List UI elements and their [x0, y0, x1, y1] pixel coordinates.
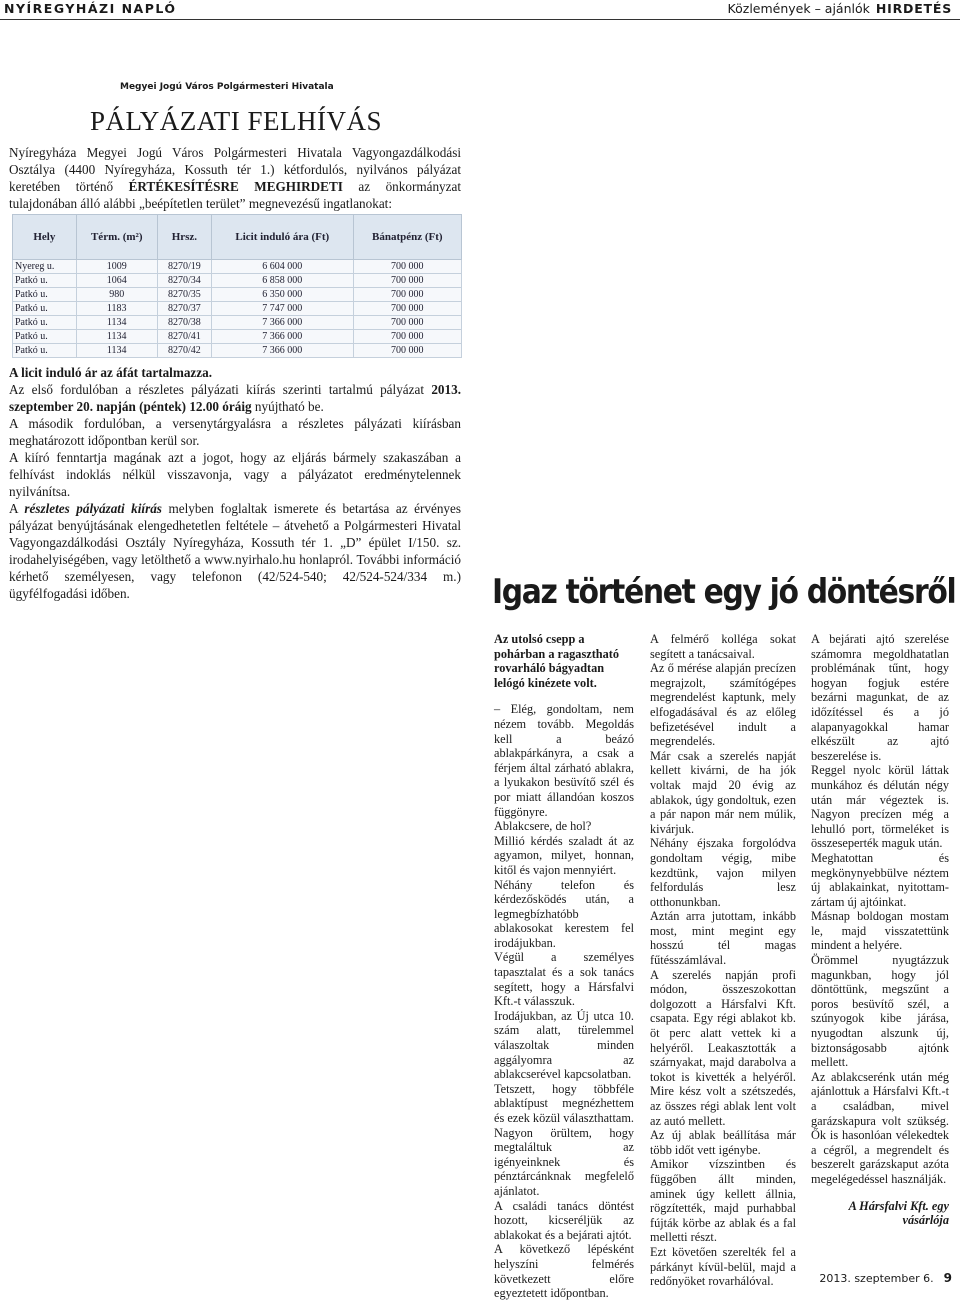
table-header-cell: Bánatpénz (Ft) — [353, 215, 461, 260]
table-row — [13, 344, 462, 358]
table-cell: 700 000 — [353, 302, 461, 316]
table-cell: 700 000 — [353, 344, 461, 358]
header-rule — [0, 19, 960, 20]
story-paragraph: A bejárati ajtó szerelése számomra megoldhatatlan problémának tűnt, hogy hogyan fogjuk estére bezárni magunkat, de az időzítéssel és a jó alapanyagokkal hamar elkészült az ajtó beszerelése is. — [811, 632, 949, 763]
table-cell: 8270/34 — [157, 274, 211, 288]
table-cell: Patkó u. — [13, 274, 77, 288]
table-cell: 700 000 — [353, 260, 461, 274]
table-cell: 6 604 000 — [211, 260, 353, 274]
property-table-body — [13, 260, 462, 358]
vat-note — [9, 364, 461, 381]
story-paragraph: Nagyon örültem, hogy megtaláltuk az igényeinknek és pénztárcánknak megfelelő ajánlatot. — [494, 1125, 634, 1198]
section-name: Közlemények – ajánlók — [727, 1, 870, 16]
table-cell: 700 000 — [353, 316, 461, 330]
publication-name: NYÍREGYHÁZI NAPLÓ — [4, 1, 177, 16]
round-two: A második fordulóban, a versenytárgyalásra a részletes pályázati kiírásban meghatározott időpontban kerül sor. — [9, 416, 461, 448]
details-text-end: melyben foglaltak ismerete és betartása az érvényes pályázat benyújtásának elengedhetetlen feltétele – átvehető a Polgármesteri Hivatal Vagyongazdálkodási Osztály Nyíregyháza, Kossuth tér 1. „D” épület I/150. sz. irodahelyiségében, vagy letölthető a www.nyirhalo.hu honlapról. További információ kérhető személyesen, vagy telefonon (42/524-540; 42/524-524/334 m.) ügyfélfogadási időben. — [9, 501, 461, 601]
notice-notes — [9, 364, 461, 602]
table-row — [13, 330, 462, 344]
story-paragraph: Már csak a szerelés napját kellett kivárni, de ha jók voltak majd 20 évig az ablakok, úgy gondoltuk, ezen a pár napon már nem múlik, kivárjuk. — [650, 748, 796, 836]
notice-intro — [9, 144, 461, 212]
story-paragraph: Végül a személyes tapasztalat és a sok tanács segített, hogy a Hársfalvi Kft.-t válasszuk. — [494, 950, 634, 1009]
story-lead: Az utolsó csepp a pohárban a ragasztható rovarháló bágyadtan lelógó kinézete volt. — [494, 632, 620, 690]
intro-text-end: az önkormányzat tulajdonában álló alábbi „beépítetlen terület” megnevezésű ingatlanokat: — [9, 179, 462, 211]
rights-note: A kiíró fenntartja magának azt a jogot, hogy az eljárás bármely szakaszában a felhívást indoklás nélkül visszavonja, vagy a pályázatot eredménytelennek nyilvánítsa. — [9, 450, 461, 499]
table-cell: 1134 — [76, 330, 157, 344]
table-cell: 8270/19 — [157, 260, 211, 274]
intro-bold: ÉRTÉKESÍTÉSRE MEGHIRDETI — [128, 179, 343, 194]
table-cell: 8270/37 — [157, 302, 211, 316]
table-header-cell: Térm. (m²) — [76, 215, 157, 260]
story-paragraph: A szerelés napján profi módon, összeszokottan dolgozott a Hársfalvi Kft. csapata. Egy régi ablakot kb. öt perc alatt vettek ki a helyéről. Leakasztották a szárnyakat, majd darabolva a tokot is kivették a helyéről. Mire kész volt a szétszedés, az összes régi ablak lent volt az autó mellett. — [650, 967, 796, 1128]
table-cell: 1064 — [76, 274, 157, 288]
table-cell: 8270/35 — [157, 288, 211, 302]
story-paragraph: Örömmel nyugtázzuk magunkban, hogy jól döntöttünk, megszűnt a poros besüvítő szél, a szúnyogok kibe járása, nyugodtan alszunk új, biztonságosabb ajtónk mellett. — [811, 953, 949, 1070]
story-paragraph: A családi tanács döntést hozott, kicseréljük az ablakokat és a bejárati ajtót. — [494, 1198, 634, 1242]
table-cell: 700 000 — [353, 288, 461, 302]
story-column-1 — [494, 632, 634, 1301]
story-paragraph: Ezt követően szerelték fel a párkányt kívül-belül, majd a redőnyöket rovarhálóval. — [650, 1244, 796, 1289]
page-footer — [819, 1271, 952, 1285]
details-note — [9, 500, 461, 602]
table-cell: 700 000 — [353, 274, 461, 288]
table-row — [13, 274, 462, 288]
table-row — [13, 302, 462, 316]
details-text: A — [9, 501, 25, 516]
story-column-2-body — [650, 632, 796, 1289]
table-cell: 1009 — [76, 260, 157, 274]
story-paragraph: Amikor vízszintben és függőben állt minden, aminek úgy kellett állnia, rögzítették, majd purhabbal fújták körbe az ablak és a fal melletti részt. — [650, 1157, 796, 1245]
property-table-header — [13, 215, 462, 260]
table-cell: Nyereg u. — [13, 260, 77, 274]
vat-note-text: A licit induló ár az áfát tartalmazza. — [9, 365, 213, 380]
round-one-end: nyújtható be. — [251, 399, 324, 414]
story-paragraph: Néhány telefon és kérdezősködés után, a legmegbízhatóbb ablakosokat kerestem fel irodájukban. — [494, 877, 634, 950]
story-paragraph: Aztán arra jutottam, inkább most, mint megint egy hosszú tél magas fűtésszámlával. — [650, 909, 796, 968]
story-paragraph: Az ablakcserénk után még ajánlottuk a Hársfalvi Kft.-t a családban, mivel garázskapura volt szükség. Ők is hasonlóan vélekedtek a cégről, a megrendelt és beszerelt garázskaput azóta megelégedéssel használják. — [811, 1069, 949, 1186]
section-label — [728, 1, 952, 16]
table-cell: 1134 — [76, 316, 157, 330]
story-column-3 — [811, 632, 949, 1228]
round-one-text: Az első fordulóban a részletes pályázati kiírás szerinti tartalmú pályázat — [9, 382, 432, 397]
table-cell: 6 350 000 — [211, 288, 353, 302]
story-paragraph: Másnap boldogan mostam le, majd visszatettünk mindent a helyére. — [811, 909, 949, 953]
story-paragraph: Meghatottan és megkönynyebbülve néztem új ablakainkat, nyitottam-zártam új ajtóinkat. — [811, 850, 949, 909]
round-one — [9, 381, 461, 415]
table-cell: 7 366 000 — [211, 344, 353, 358]
table-header-cell: Licit induló ára (Ft) — [211, 215, 353, 260]
table-cell: Patkó u. — [13, 344, 77, 358]
table-cell: 8270/38 — [157, 316, 211, 330]
table-cell: Patkó u. — [13, 330, 77, 344]
table-cell: 1183 — [76, 302, 157, 316]
table-cell: 7 366 000 — [211, 316, 353, 330]
issue-date: 2013. szeptember 6. — [819, 1272, 934, 1285]
table-cell: 700 000 — [353, 330, 461, 344]
table-row — [13, 316, 462, 330]
notice-title: PÁLYÁZATI FELHÍVÁS — [90, 106, 383, 136]
story-paragraph: Irodájukban, az Új utca 10. szám alatt, türelemmel válaszoltak minden aggályomra az ablakcserével kapcsolatban. — [494, 1008, 634, 1082]
table-cell: Patkó u. — [13, 288, 77, 302]
table-cell: Patkó u. — [13, 316, 77, 330]
story-paragraph: – Elég, gondoltam, nem nézem tovább. Megoldás kell a beázó ablakpárkányra, a csak a férjem által zárható ablakra, a lyukakon besüvítő szél és por miatt állandóan koszos függönyre. — [494, 702, 634, 819]
story-paragraph: Az új ablak beállítása már több időt vett igénybe. — [650, 1128, 796, 1157]
story-paragraph: Millió kérdés szaladt át az agyamon, milyet, honnan, kitől és vajon mennyiért. — [494, 833, 634, 877]
table-cell: 1134 — [76, 344, 157, 358]
table-cell: 7 366 000 — [211, 330, 353, 344]
page-header — [0, 0, 960, 18]
table-cell: 7 747 000 — [211, 302, 353, 316]
property-table — [12, 214, 462, 358]
story-column-2 — [650, 632, 796, 1289]
story-paragraph: Reggel nyolc körül láttak munkához és délután négy után már végeztek is. Nagyon precízen még a lehulló port, törmeléket is összeseperték maguk után. — [811, 763, 949, 851]
story-paragraph: Ablakcsere, de hol? — [494, 819, 592, 834]
story-paragraph: Néhány éjszaka forgolódva gondoltam végig, mibe kezdtünk, vajon milyen felfordulás lesz otthonunkban. — [650, 836, 796, 909]
table-header-cell: Hrsz. — [157, 215, 211, 260]
notice-office: Megyei Jogú Város Polgármesteri Hivatala — [120, 82, 334, 92]
table-cell: Patkó u. — [13, 302, 77, 316]
story-paragraph: Tetszett, hogy többféle ablaktípust megnézhettem és ezek közül választhattam. — [494, 1081, 634, 1125]
story-column-3-body — [811, 632, 949, 1187]
table-cell: 8270/41 — [157, 330, 211, 344]
table-cell: 6 858 000 — [211, 274, 353, 288]
story-column-1-body — [494, 702, 634, 1300]
story-paragraph: A következő lépésként helyszíni felmérés következett előre egyeztetett időpontban. — [494, 1242, 634, 1301]
story-signature: A Hársfalvi Kft. egy vásárlója — [848, 1198, 949, 1228]
story-paragraph: A felmérő kolléga sokat segített a tanácsaival. — [650, 632, 796, 661]
details-emphasis: részletes pályázati kiírás — [24, 501, 162, 516]
story-headline: Igaz történet egy jó döntésről — [492, 572, 956, 611]
table-cell: 8270/42 — [157, 344, 211, 358]
story-paragraph: Az ő mérése alapján precízen megrajzolt, számítógépes megrendelést kaptunk, mely elfogadásával és az előleg befizetésével indult a megrendelés. — [650, 661, 796, 749]
table-row — [13, 260, 462, 274]
table-row — [13, 288, 462, 302]
intro-text: Nyíregyháza Megyei Jogú Város Polgármesteri Hivatala Vagyongazdálkodási Osztálya (4400 Nyíregyháza, Kossuth tér 1.) kétfordulós, nyilvános pályázat keretében történő — [9, 145, 461, 194]
table-header-cell: Hely — [13, 215, 77, 260]
table-cell: 980 — [76, 288, 157, 302]
deadline: 2013. szeptember 20. napján (péntek) 12.00 óráig — [9, 382, 461, 414]
section-tag: HIRDETÉS — [875, 1, 952, 16]
page-number: 9 — [943, 1271, 952, 1285]
